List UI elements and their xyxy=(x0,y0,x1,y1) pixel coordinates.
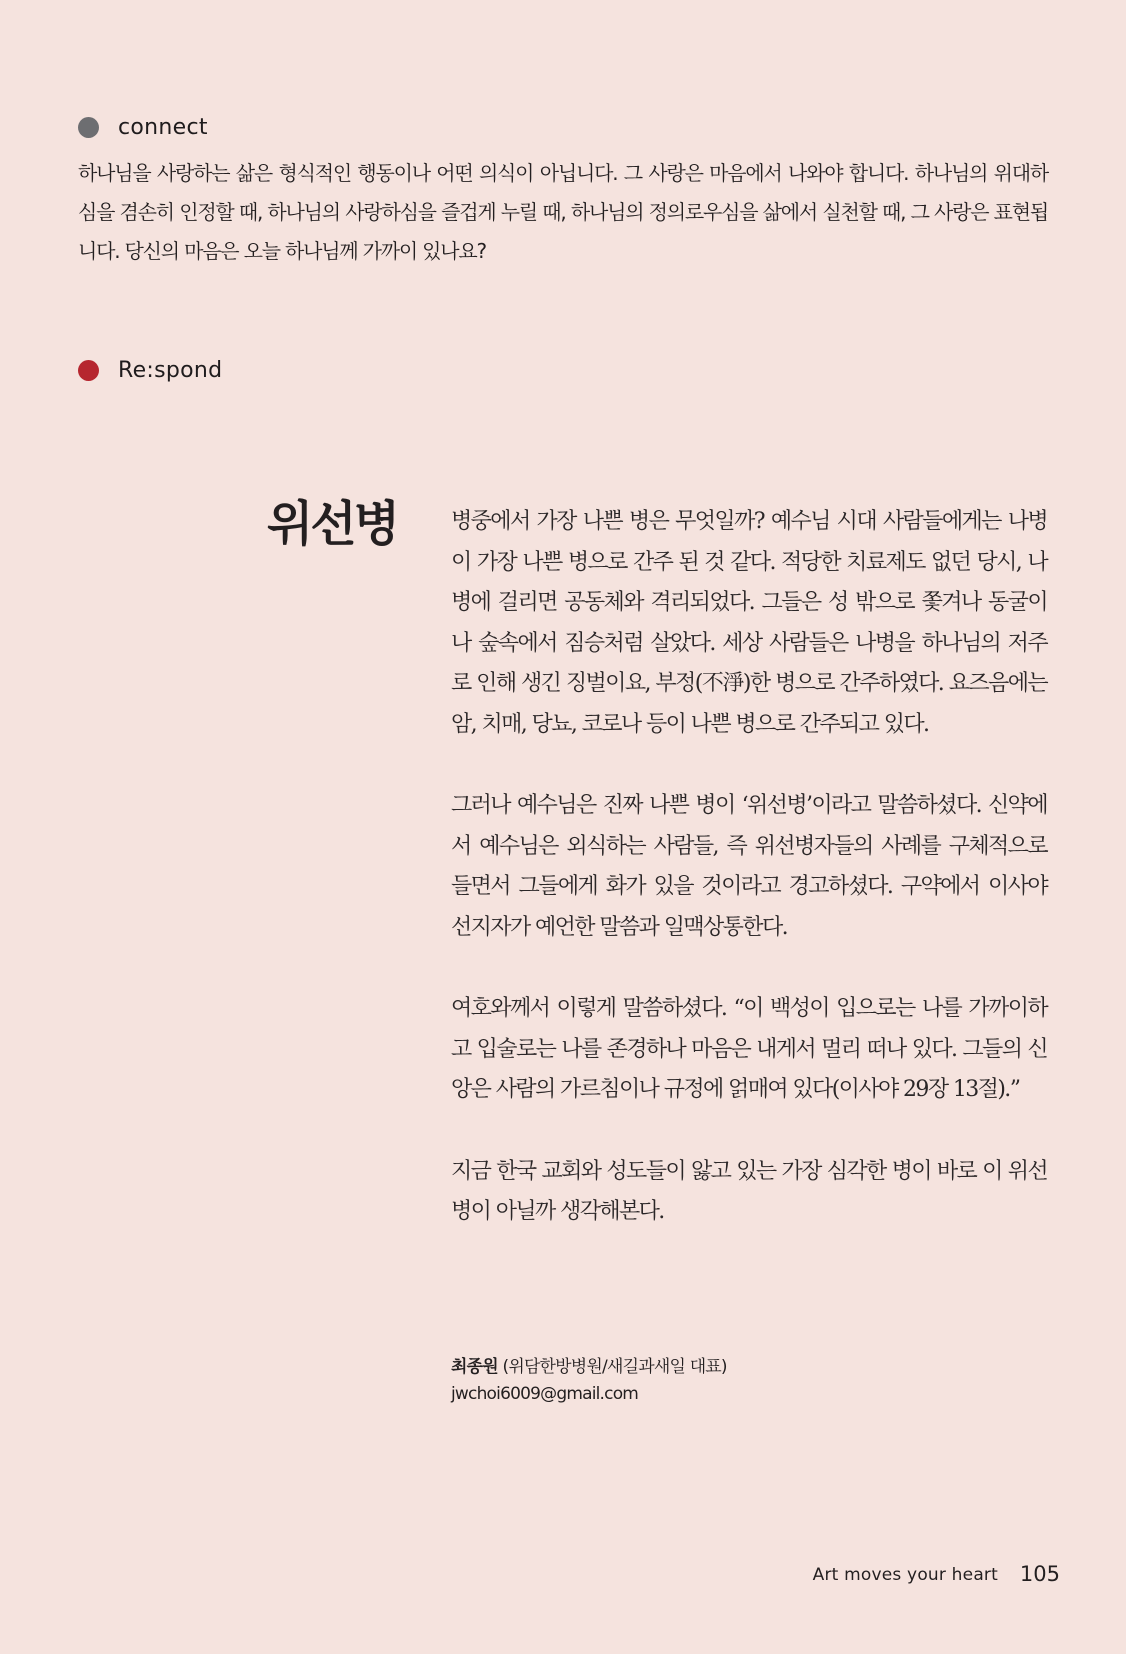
article-title: 위선병 xyxy=(266,496,397,552)
author-line xyxy=(451,1354,727,1381)
connect-heading xyxy=(78,115,208,140)
respond-bullet-dot xyxy=(78,360,99,381)
article-paragraph: 여호와께서 이렇게 말씀하셨다. “이 백성이 입으로는 나를 가까이하고 입술로는 나를 존경하나 마음은 내게서 멀리 떠나 있다. 그들의 신앙은 사람의 가르침이나 규정에 얽매여 있다(이사야 29장 13절).” xyxy=(451,996,1047,1102)
author-name: 최종원 xyxy=(451,1357,498,1377)
connect-label: connect xyxy=(118,115,208,140)
article-body xyxy=(451,502,1047,1274)
author-block xyxy=(451,1354,727,1408)
article-paragraph: 그러나 예수님은 진짜 나쁜 병이 ‘위선병’이라고 말씀하셨다. 신약에서 예수님은 외식하는 사람들, 즉 위선병자들의 사례를 구체적으로 들면서 그들에게 화가 있을 것이라고 경고하셨다. 구약에서 이사야 선지자가 예언한 말씀과 일맥상통한다. xyxy=(451,793,1047,940)
author-email: jwchoi6009@gmail.com xyxy=(451,1384,639,1404)
respond-label: Re:spond xyxy=(118,358,223,383)
article-paragraph: 병중에서 가장 나쁜 병은 무엇일까? 예수님 시대 사람들에게는 나병이 가장 나쁜 병으로 간주 된 것 같다. 적당한 치료제도 없던 당시, 나병에 걸리면 공동체와 격리되었다. 그들은 성 밖으로 쫓겨나 동굴이나 숲속에서 짐승처럼 살았다. 세상 사람들은 나병을 하나님의 저주로 인해 생긴 징벌이요, 부정(不淨)한 병으로 간주하였다. 요즈음에는 암, 치매, 당뇨, 코로나 등이 나쁜 병으로 간주되고 있다. xyxy=(451,509,1047,737)
footer-tagline: Art moves your heart xyxy=(812,1565,998,1585)
page-number: 105 xyxy=(1019,1562,1060,1586)
connect-bullet-dot xyxy=(78,117,99,138)
author-affiliation: (위담한방병원/새길과새일 대표) xyxy=(502,1357,727,1377)
article-paragraph: 지금 한국 교회와 성도들이 앓고 있는 가장 심각한 병이 바로 이 위선병이 아닐까 생각해본다. xyxy=(451,1158,1047,1224)
connect-paragraph: 하나님을 사랑하는 삶은 형식적인 행동이나 어떤 의식이 아닙니다. 그 사랑은 마음에서 나와야 합니다. 하나님의 위대하심을 겸손히 인정할 때, 하나님의 사랑하심을 즐겁게 누릴 때, 하나님의 정의로우심을 삶에서 실천할 때, 그 사랑은 표현됩니다. 당신의 마음은 오늘 하나님께 가까이 있나요? xyxy=(78,161,1048,263)
respond-heading xyxy=(78,358,222,383)
